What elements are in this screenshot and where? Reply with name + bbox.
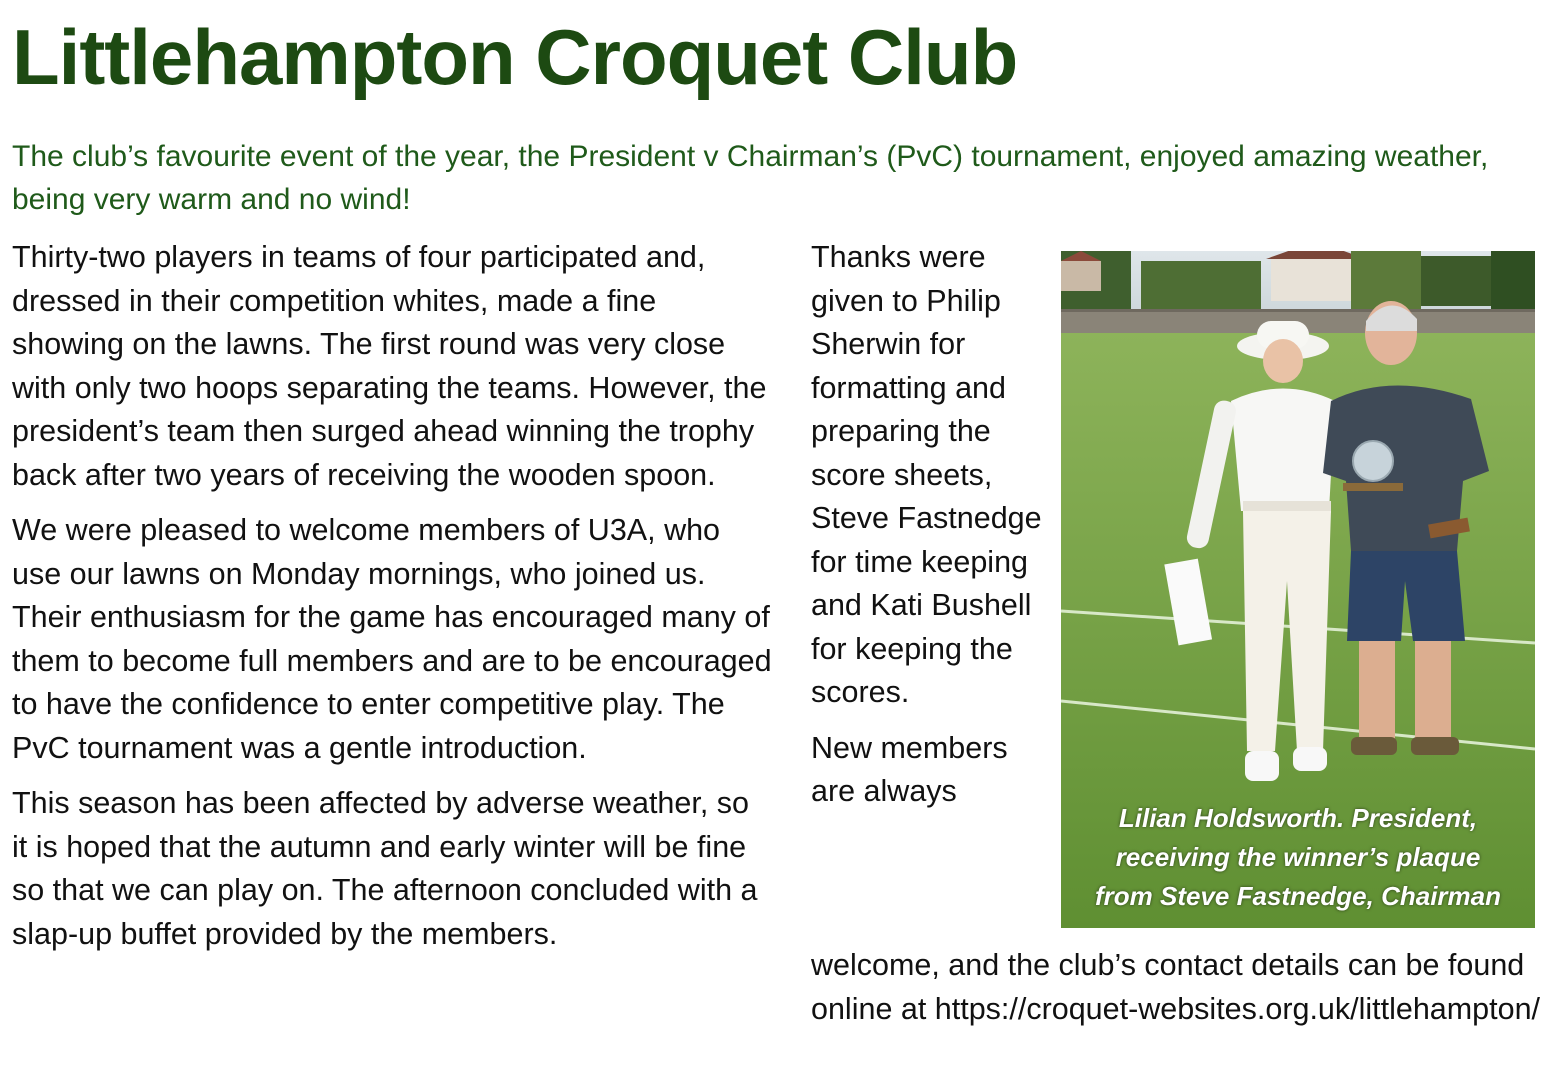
photo-caption [1061, 799, 1535, 916]
article-title: Littlehampton Croquet Club [12, 13, 1018, 101]
body-paragraph-tournament: Thirty-two players in teams of four participated and, dressed in their competition whites, made a fine showing on the lawns. The first round was very close with only two hoops separating the teams. However, the president’s team then surged ahead winning the trophy back after two years of receiving the wooden spoon. [12, 240, 767, 492]
caption-line: receiving the winner’s plaque [1115, 842, 1481, 872]
presentation-photo [1061, 251, 1535, 928]
body-paragraph-season: This season has been affected by adverse weather, so it is hoped that the autumn and early winter will be fine so that we can play on. The afternoon concluded with a slap-up buffet provided by the members. [12, 786, 758, 951]
left-column [12, 236, 772, 968]
middle-column [811, 236, 1046, 826]
intro-paragraph: The club’s favourite event of the year, the President v Chairman’s (PvC) tournament, enjoyed amazing weather, being very warm and no wind! [12, 140, 1489, 216]
body-paragraph-u3a: We were pleased to welcome members of U3A, who use our lawns on Monday mornings, who joined us. Their enthusiasm for the game has encouraged many of them to become full members and are to be encouraged to have the confidence to enter competitive play. The PvC tournament was a gentle introduction. [12, 513, 772, 765]
caption-line: Lilian Holdsworth. President, [1118, 803, 1478, 833]
caption-line: from Steve Fastnedge, Chairman [1095, 881, 1501, 911]
new-members-paragraph-end: welcome, and the club’s contact details can be found online at https://croquet-websites.org.uk/littlehampton/ [811, 948, 1541, 1026]
new-members-paragraph-start: New members are always [811, 730, 1008, 808]
thanks-paragraph: Thanks were given to Philip Sherwin for formatting and preparing the score sheets, Steve Fastnedge for time keeping and Kati Bushell for keeping the scores. [811, 240, 1042, 709]
